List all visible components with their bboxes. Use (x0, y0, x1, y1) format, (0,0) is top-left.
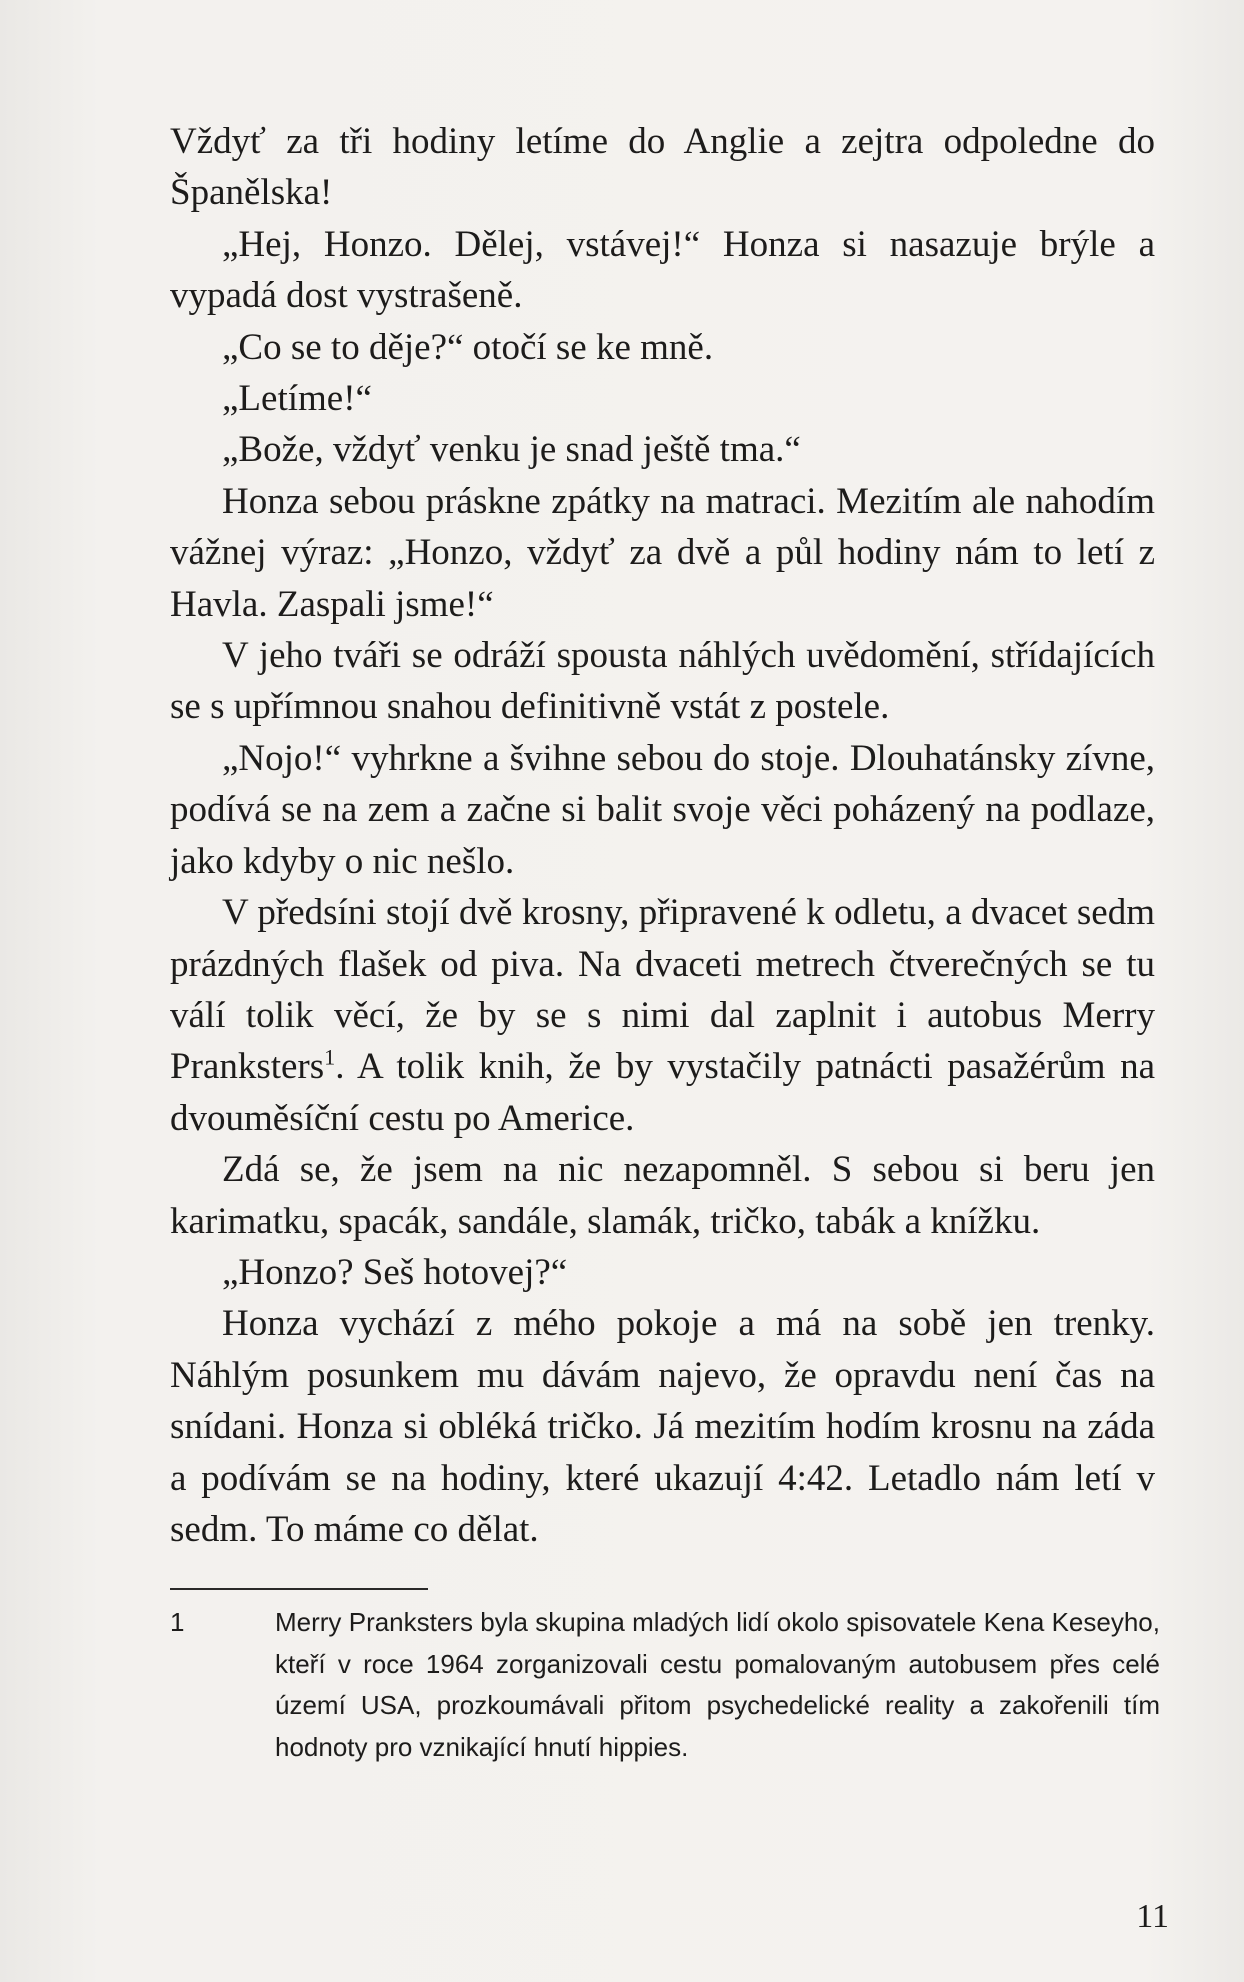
page-number: 11 (1136, 1898, 1169, 1935)
paragraph: „Bože, vždyť venku je snad ještě tma.“ (222, 429, 801, 471)
paragraph: Zdá se, že jsem na nic nezapomněl. S sebou si beru jen karimatku, spacák, sandále, slamák, tričko, tabák a knížku. (170, 1149, 1155, 1242)
paragraph: Honza vychází z mého pokoje a má na sobě jen trenky. Náhlým posunkem mu dávám najevo, že opravdu není čas na snídani. Honza si obléká tričko. Já mezitím hodím krosnu na záda a podívám se na hodiny, které ukazují 4:42. Letadlo nám letí v sedm. To máme co dělat. (170, 1303, 1155, 1550)
footnote-number: 1 (170, 1607, 185, 1637)
paragraph: „Honzo? Seš hotovej?“ (222, 1251, 568, 1293)
paragraph-text-after: . A tolik knih, že by vystačily patnácti pasažérům na dvouměsíční cestu po Americe. (170, 1046, 1155, 1139)
paragraph: Vždyť za tři hodiny letíme do Anglie a zejtra odpoledne do Španělska! (170, 121, 1155, 214)
paragraph: „Letíme!“ (222, 378, 372, 420)
footnote-text: Merry Pranksters byla skupina mladých lidí okolo spisovatele Kena Keseyho, kteří v roce 1964 zorganizovali cestu pomalovaným autobusem přes celé území USA, prozkoumávali přitom psychedelické reality a zakořenili tím hodnoty pro vznikající hnutí hippies. (275, 1607, 1160, 1762)
paragraph: „Co se to děje?“ otočí se ke mně. (222, 326, 714, 368)
footnote (170, 1602, 1160, 1768)
paragraph-text-before: V předsíni stojí dvě krosny, připravené k odletu, a dvacet sedm prázdných flašek od piva. Na dvaceti metrech čtverečných se tu válí tolik věcí, že by se s nimi dal zaplnit i autobus Merry Pranksters (170, 892, 1155, 1088)
footnote-reference: 1 (324, 1044, 336, 1070)
paragraph: „Nojo!“ vyhrkne a švihne sebou do stoje. Dlouhatánsky zívne, podívá se na zem a začne si balit svoje věci poházený na podlaze, jako kdyby o nic nešlo. (170, 737, 1155, 882)
paragraph-with-footnote-ref (170, 887, 1155, 1144)
body-text (170, 116, 1155, 1555)
paragraph: Honza sebou práskne zpátky na matraci. Mezitím ale nahodím vážnej výraz: „Honzo, vždyť za dvě a půl hodiny nám to letí z Havla. Zaspali jsme!“ (170, 480, 1155, 625)
paragraph: V jeho tváři se odráží spousta náhlých uvědomění, střídajících se s upřímnou snahou definitivně vstát z postele. (170, 635, 1155, 728)
footnote-divider (170, 1588, 428, 1590)
paragraph: „Hej, Honzo. Dělej, vstávej!“ Honza si nasazuje brýle a vypadá dost vystrašeně. (170, 223, 1155, 317)
